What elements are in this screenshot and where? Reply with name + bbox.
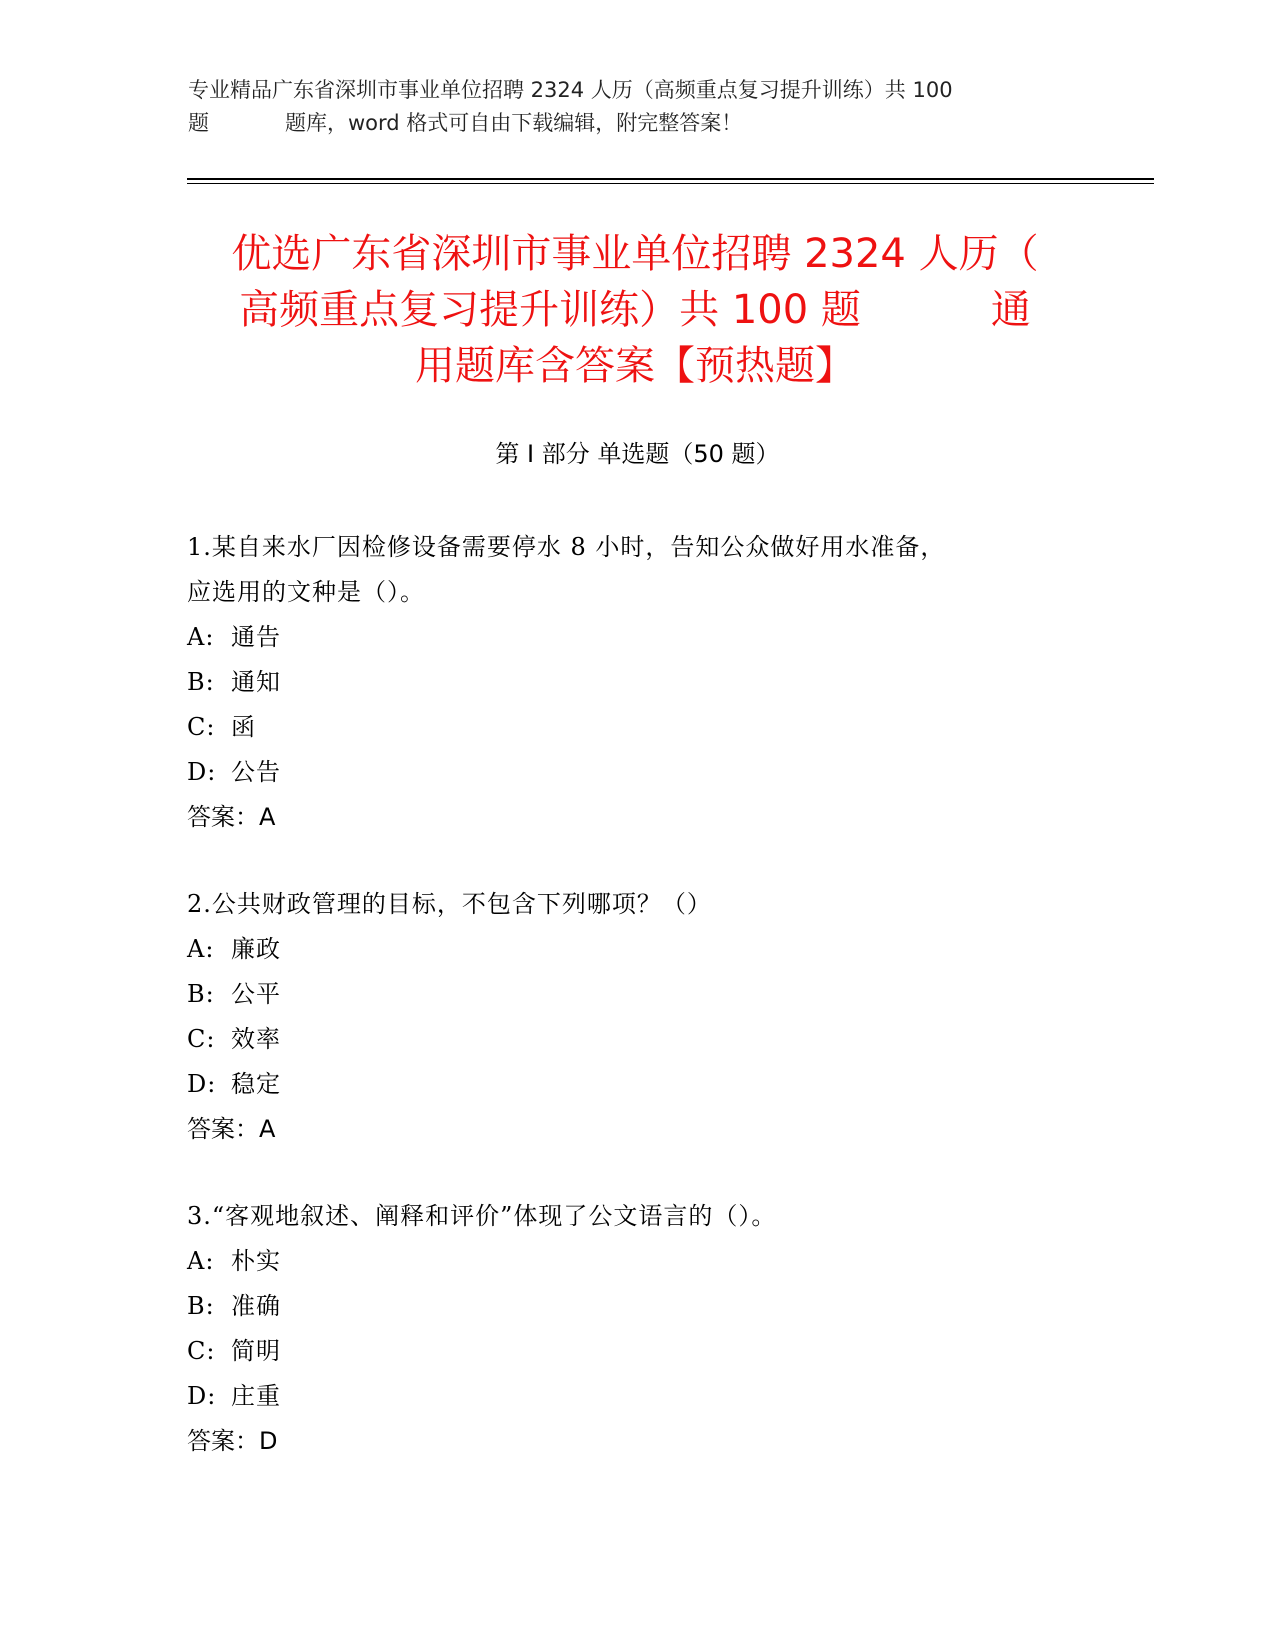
option-text: 公平 [231,980,281,1008]
question-text-line-1: 1.某自来水厂因检修设备需要停水 8 小时，告知公众做好用水准备， [187,533,946,561]
question-text-line-1: 2.公共财政管理的目标，不包含下列哪项？（） [187,890,712,918]
option-a [187,1239,1087,1284]
option-letter: A: [187,1247,215,1275]
title-line-3: 用题库含答案【预热题】 [415,343,855,389]
question-text [187,882,1087,927]
answer-line: 答案：A [187,803,276,831]
option-text: 庄重 [231,1382,281,1410]
header-line-1: 专业精品广东省深圳市事业单位招聘 2324 人历（高频重点复习提升训练）共 100 [188,78,953,102]
option-c [187,1329,1087,1374]
option-a [187,927,1087,972]
option-c [187,705,1087,750]
option-text: 效率 [231,1025,281,1053]
option-letter: A: [187,935,215,963]
header-line-2 [188,107,1088,140]
option-letter: D: [187,1382,217,1410]
header-rule-thick [187,178,1154,180]
document-title [180,226,1090,394]
option-letter: A: [187,623,215,651]
option-b [187,660,1087,705]
question-text [187,525,1087,615]
option-letter: B: [187,980,215,1008]
header-rule-thin [187,183,1154,184]
option-letter: C: [187,1025,216,1053]
option-text: 简明 [231,1337,281,1365]
option-text: 稳定 [231,1070,281,1098]
title-line-2-end: 通 [990,287,1031,333]
question-text [187,1194,1087,1239]
answer-line: 答案：A [187,1115,276,1143]
question-text-line-1: 3.“客观地叙述、阐释和评价”体现了公文语言的（）。 [187,1202,777,1230]
header-line-2-start: 题 [188,111,209,135]
question-text-line-2: 应选用的文种是（）。 [187,578,425,606]
option-d [187,1062,1087,1107]
question-3 [187,1194,1087,1464]
title-line-1: 优选广东省深圳市事业单位招聘 2324 人历（ [231,231,1039,277]
option-d [187,750,1087,795]
option-text: 公告 [231,758,281,786]
option-text: 函 [231,713,256,741]
option-d [187,1374,1087,1419]
option-letter: D: [187,758,217,786]
question-list [187,525,1087,1506]
option-text: 廉政 [231,935,281,963]
option-b [187,972,1087,1017]
option-c [187,1017,1087,1062]
option-letter: C: [187,713,216,741]
option-text: 朴实 [231,1247,281,1275]
answer-line: 答案：D [187,1427,278,1455]
option-letter: C: [187,1337,216,1365]
section-title: 第 I 部分 单选题（50 题） [495,440,780,468]
page-header [188,74,1088,140]
question-2 [187,882,1087,1152]
option-a [187,615,1087,660]
option-letter: B: [187,1292,215,1320]
option-b [187,1284,1087,1329]
option-text: 准确 [231,1292,281,1320]
option-text: 通知 [231,668,281,696]
question-1 [187,525,1087,840]
option-text: 通告 [231,623,281,651]
option-letter: B: [187,668,215,696]
title-line-2 [180,282,1090,338]
header-line-2-end: 题库，word 格式可自由下载编辑，附完整答案！ [285,111,743,135]
option-letter: D: [187,1070,217,1098]
title-line-2-start: 高频重点复习提升训练）共 100 题 [239,287,861,333]
